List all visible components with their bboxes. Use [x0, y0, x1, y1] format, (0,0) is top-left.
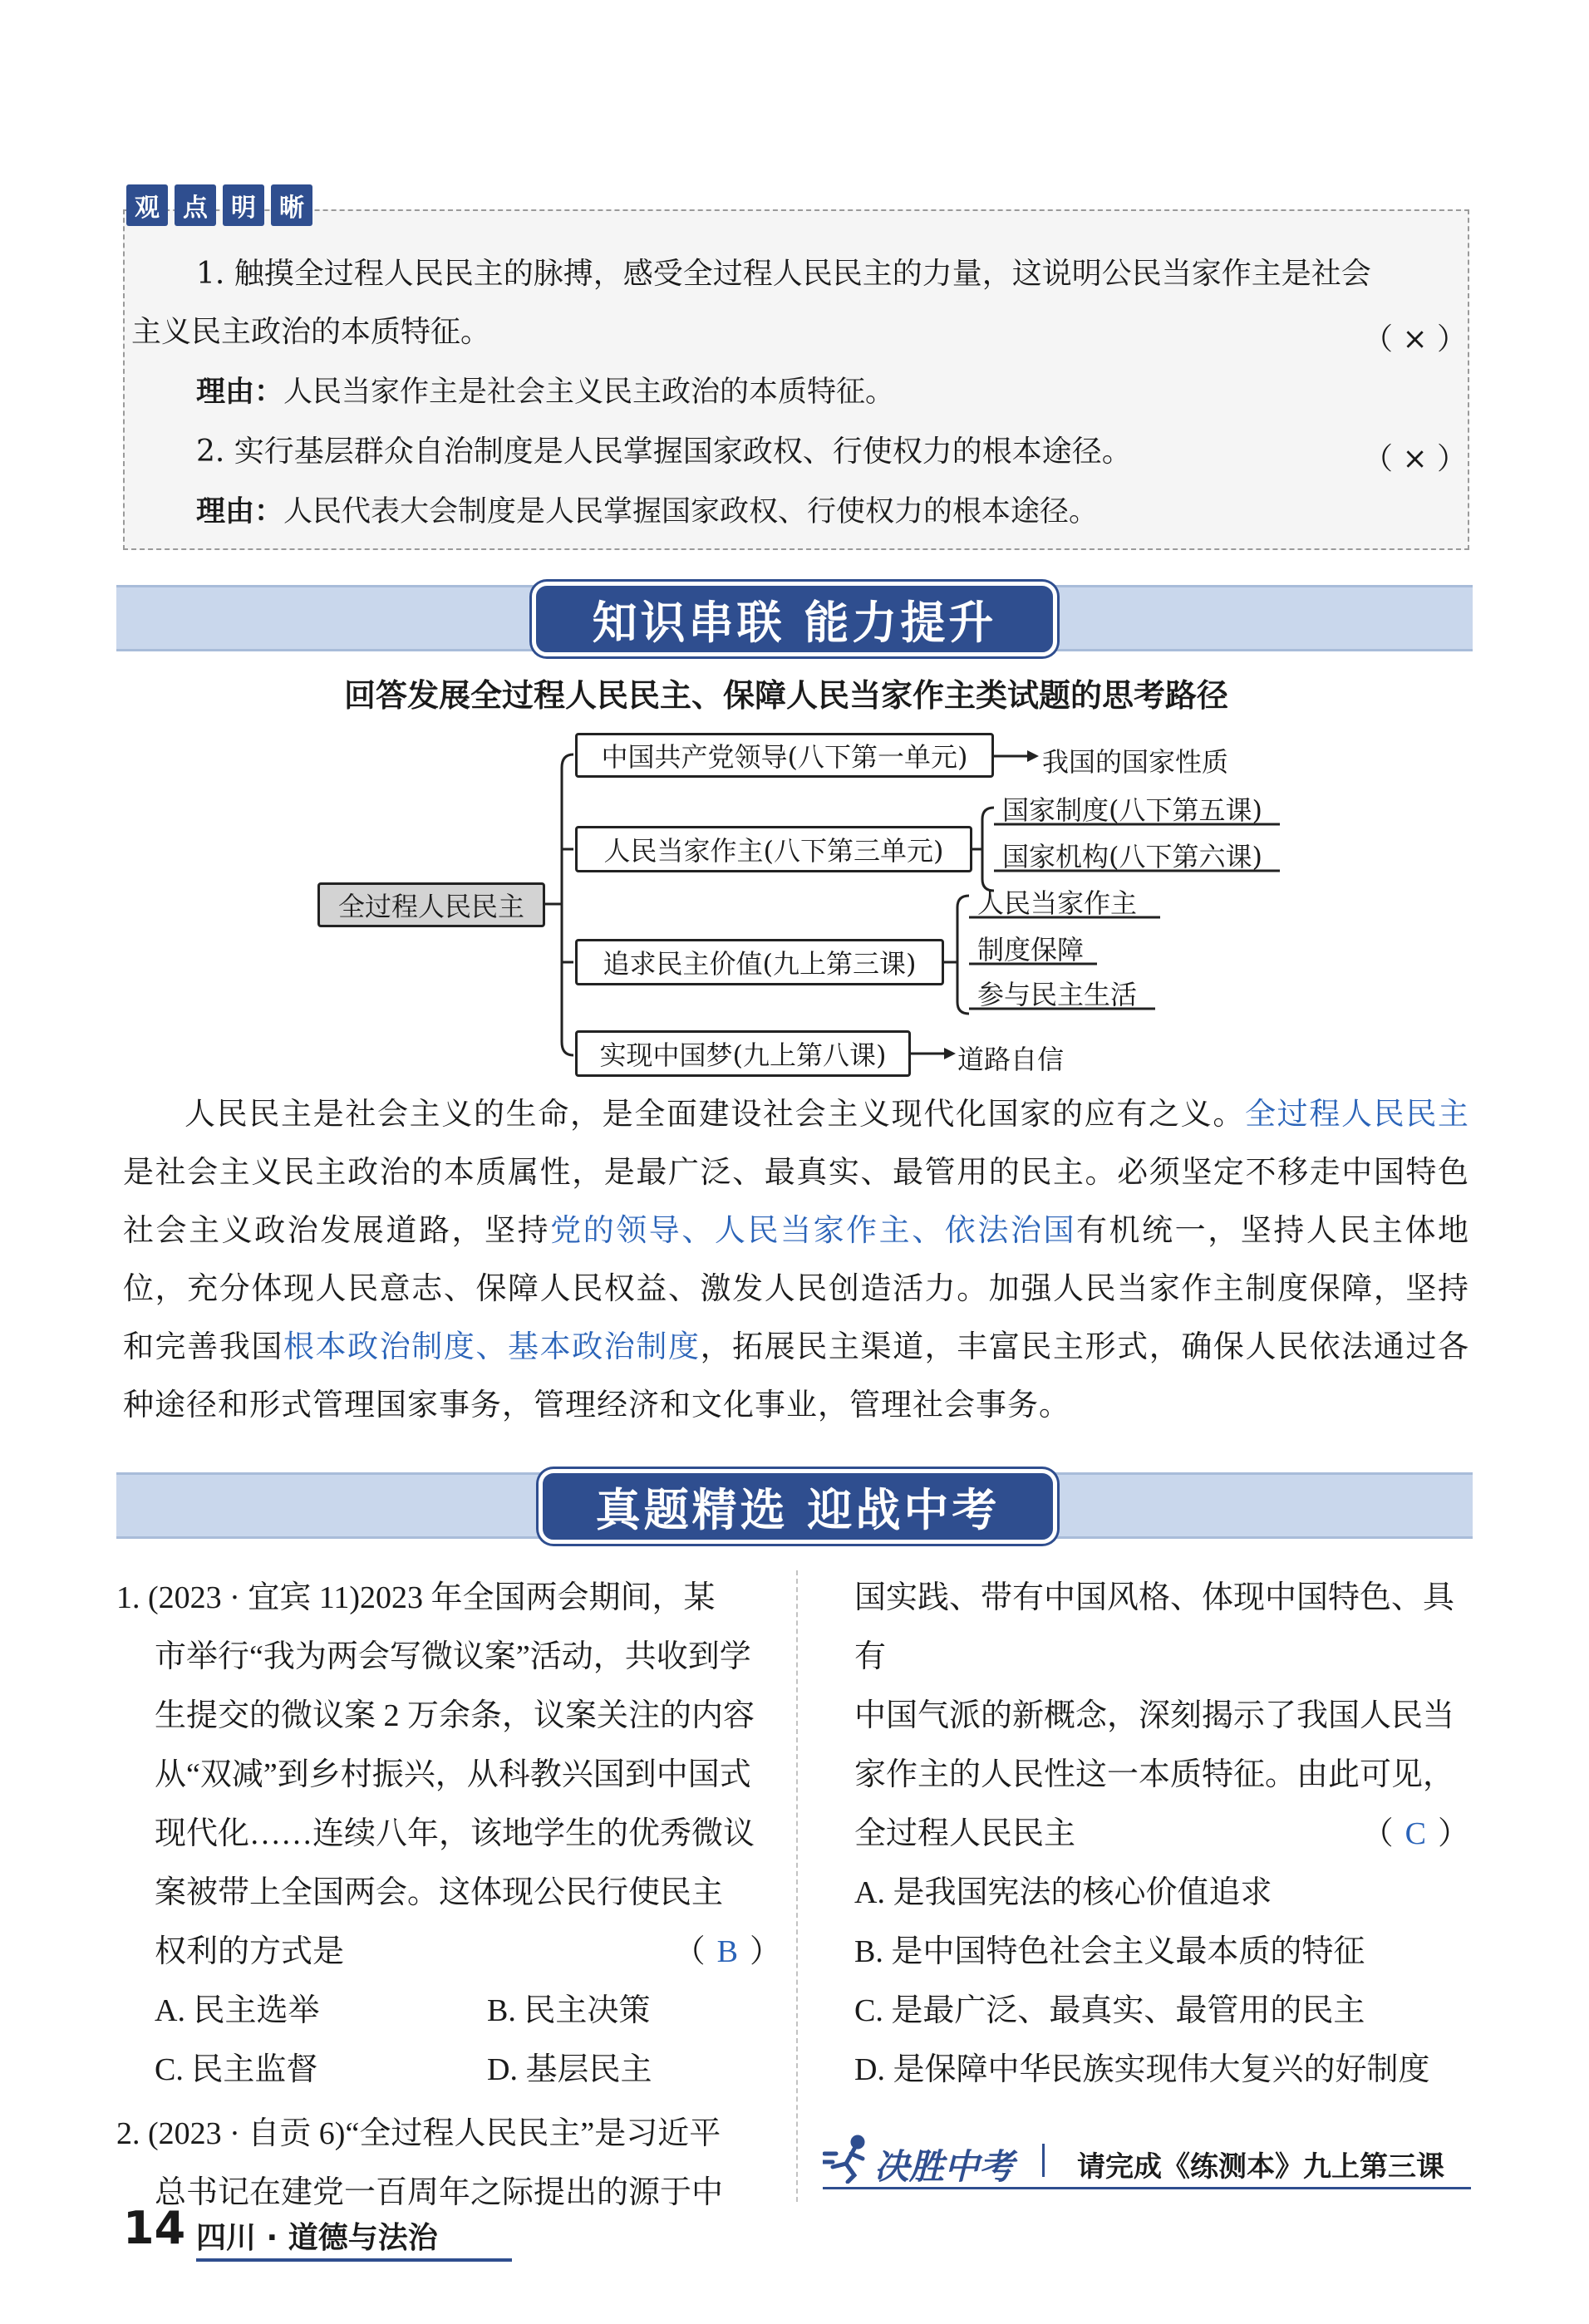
- diagram-leaf: 人民当家作主: [977, 887, 1138, 919]
- diagram-leaf: 道路自信: [957, 1044, 1065, 1075]
- brand-underline: [823, 2187, 1471, 2189]
- option: B. 民主决策: [487, 1993, 651, 2028]
- bracket-close: ）: [749, 1934, 781, 1969]
- diagram-root-node: 全过程人民民主: [317, 882, 545, 927]
- viewpoint-tab: 明: [223, 184, 264, 226]
- question-line: 案被带上全国两会。这体现公民行使民主: [155, 1875, 724, 1910]
- column-divider: [796, 1570, 798, 2202]
- footer-rule: [196, 2258, 512, 2262]
- reason-label: 理由：: [196, 495, 284, 528]
- footer-label: 四川 · 道德与法治: [196, 2221, 438, 2255]
- question-line: 全过程人民民主: [854, 1816, 1076, 1851]
- viewpoint-tab: 观: [126, 184, 168, 226]
- diagram-leaf: 参与民主生活: [977, 979, 1138, 1010]
- viewpoint-tab: 晰: [271, 184, 312, 226]
- keyword: 全过程人民民主: [1245, 1096, 1469, 1132]
- section-banner-title: 真题精选 迎战中考: [539, 1469, 1057, 1544]
- reason-label: 理由：: [196, 376, 284, 409]
- brand-separator: [1042, 2144, 1045, 2177]
- option: C. 民主监督: [155, 2052, 318, 2087]
- diagram-leaf: 我国的国家性质: [1042, 746, 1229, 778]
- page-number: 14: [123, 2202, 186, 2254]
- keyword: 基本政治制度: [508, 1329, 701, 1364]
- option: B. 是中国特色社会主义最本质的特征: [854, 1934, 1365, 1969]
- practice-instruction: 请完成《练测本》九上第三课: [1077, 2150, 1444, 2184]
- keyword: 依法治国: [944, 1212, 1076, 1248]
- answer-letter: B: [716, 1934, 738, 1969]
- runner-icon: [823, 2134, 873, 2184]
- keyword-sep: 、: [681, 1212, 715, 1248]
- diagram-branch-node: 实现中国梦(九上第八课): [575, 1030, 911, 1077]
- keyword-sep: 、: [912, 1212, 945, 1248]
- text-run: 是社会主义民主政治的本质属性，是最广泛、最真实、最管用的民主。必须坚定不移走中国特色社会主义政治发展道路，坚持: [123, 1154, 1469, 1248]
- diagram-leaf: 制度保障: [977, 934, 1085, 965]
- question-line: 2. (2023 · 自贡 6)“全过程人民民主”是习近平: [116, 2116, 721, 2151]
- question-2-left: [116, 2105, 781, 2223]
- bracket-close: ）: [1437, 1816, 1469, 1851]
- question-line: 权利的方式是: [155, 1934, 345, 1969]
- question-stem-end: [116, 1923, 781, 1982]
- question-line: 生提交的微议案 2 万余条，议案关注的内容: [155, 1698, 755, 1733]
- option: A. 民主选举: [155, 1993, 320, 2028]
- keyword: 党的领导: [550, 1212, 682, 1248]
- option: C. 是最广泛、最真实、最管用的民主: [854, 1993, 1365, 2028]
- keyword-sep: 、: [475, 1329, 509, 1364]
- answer-letter: C: [1405, 1816, 1426, 1851]
- viewpoint-item2: 2. 实行基层群众自治制度是人民掌握国家政权、行使权力的根本途径。: [196, 435, 1132, 469]
- diagram-branch-node: 追求民主价值(九上第三课): [575, 939, 944, 985]
- diagram-leaf: 国家制度(八下第五课): [1002, 794, 1262, 826]
- text-run: ，拓展民主渠道，丰富民主形式，确保人民依法通过各种途径和形式管理国家事务，管理经济和文化事业，管理社会事务。: [123, 1329, 1470, 1422]
- diagram-title: 回答发展全过程人民民主、保障人民当家作主类试题的思考路径: [344, 677, 1229, 714]
- diagram-branch-node: 中国共产党领导(八下第一单元): [575, 733, 994, 778]
- diagram-branch-node: 人民当家作主(八下第三单元): [575, 826, 972, 872]
- bracket-open: （: [673, 1934, 706, 1969]
- question-line: 市举行“我为两会写微议案”活动，共收到学: [155, 1639, 751, 1674]
- question-line: 总书记在建党一百周年之际提出的源于中: [155, 2175, 724, 2210]
- question-line: 从“双减”到乡村振兴，从科教兴国到中国式: [155, 1757, 751, 1792]
- answer-bracket: [674, 1923, 781, 1982]
- question-line: 现代化……连续八年，该地学生的优秀微议: [155, 1816, 755, 1851]
- question-line: 国实践、带有中国风格、体现中国特色、具有: [854, 1580, 1455, 1674]
- win-exam-brand: 决胜中考: [874, 2146, 1015, 2187]
- diagram-leaf: 国家机构(八下第六课): [1002, 841, 1262, 872]
- option: D. 基层民主: [487, 2052, 652, 2087]
- bracket-open: （: [1361, 1816, 1394, 1851]
- question-2-right: [854, 1569, 1469, 2100]
- keyword: 根本政治制度: [283, 1329, 476, 1364]
- option-row: [116, 2041, 781, 2100]
- viewpoint-item1-line2: 主义民主政治的本质特征。: [131, 315, 491, 349]
- option-row: [116, 1982, 781, 2041]
- option: A. 是我国宪法的核心价值追求: [854, 1875, 1272, 1910]
- summary-paragraph: [123, 1085, 1469, 1434]
- text-run: 人民民主是社会主义的生命，是全面建设社会主义现代化国家的应有之义。: [184, 1096, 1245, 1132]
- option: D. 是保障中华民族实现伟大复兴的好制度: [854, 2052, 1430, 2087]
- question-stem-end: [854, 1805, 1469, 1864]
- viewpoint-tab: 点: [175, 184, 216, 226]
- answer-bracket: [1362, 1805, 1469, 1864]
- viewpoint-item2-mark: （ × ）: [1363, 442, 1468, 476]
- keyword: 人民当家作主: [714, 1212, 913, 1248]
- reason-text: 人民当家作主是社会主义民主政治的本质特征。: [283, 376, 895, 409]
- section-banner-title: 知识串联 能力提升: [532, 582, 1057, 656]
- question-line: 家作主的人民性这一本质特征。由此可见，: [854, 1757, 1455, 1792]
- viewpoint-item1-mark: （ × ）: [1363, 322, 1468, 356]
- text-run: 有机统一，坚持人民主体地位，充分体现人民意志、保障人民权益、激发人民创造活力。加强人民当家作主制度保障，坚持和完善我国: [123, 1212, 1470, 1364]
- question-line: 1. (2023 · 宜宾 11)2023 年全国两会期间，某: [116, 1580, 716, 1615]
- reason-text: 人民代表大会制度是人民掌握国家政权、行使权力的根本途径。: [283, 495, 1099, 528]
- question-line: 中国气派的新概念，深刻揭示了我国人民当: [854, 1698, 1455, 1733]
- question-1: [116, 1569, 781, 2100]
- viewpoint-item1-line1: 1. 触摸全过程人民民主的脉搏，感受全过程人民民主的力量，这说明公民当家作主是社会: [196, 257, 1371, 291]
